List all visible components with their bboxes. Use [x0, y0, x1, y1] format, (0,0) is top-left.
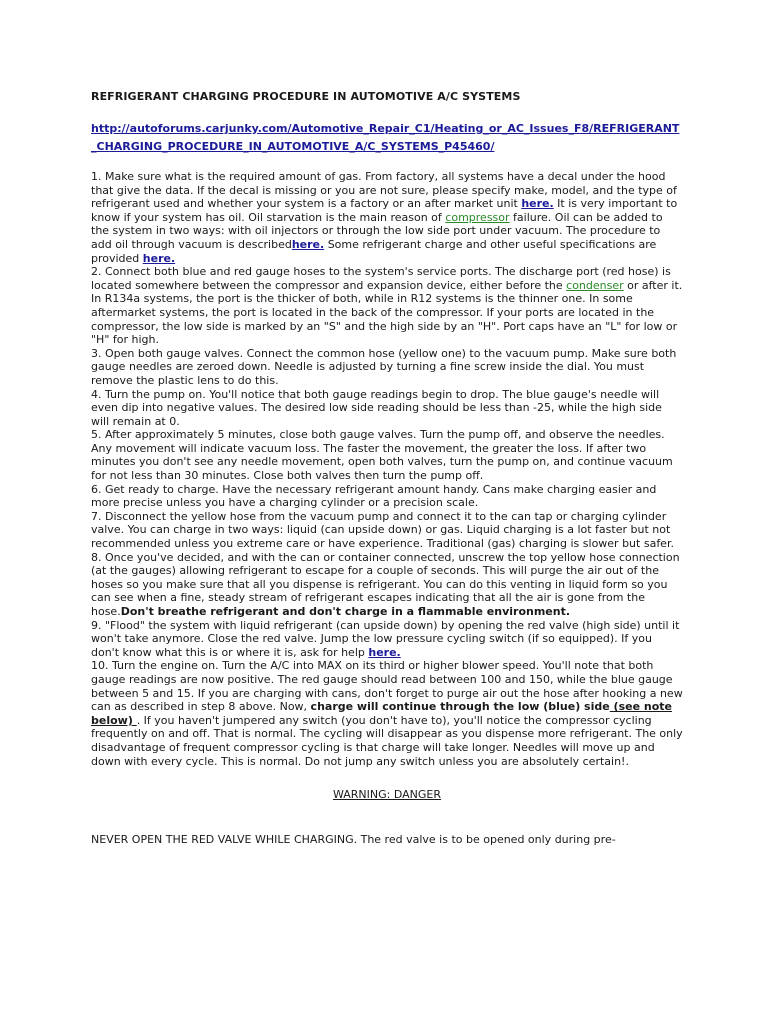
step-8-warning-bold: Don't breathe refrigerant and don't charge in a flammable environment. — [120, 605, 571, 618]
document-content — [91, 90, 683, 846]
warning-heading: WARNING: DANGER — [332, 788, 442, 802]
here-link-1[interactable]: here. — [521, 197, 554, 211]
step-1-text-a: 1. Make sure what is the required amount of gas. From factory, all systems have a decal under the hood that give the data. If the decal is missing or you are not sure, please specify make, model, and the type of refrigerant used and whether your system is a factory or an after market unit — [91, 170, 677, 211]
step-5: 5. After approximately 5 minutes, close both gauge valves. Turn the pump off, and observe the needles. Any movement will indicate vacuum loss. The faster the movement, the greater the loss. If after two minutes you don't see any needle movement, open both valves, turn the pump on, and continue vacuum for not less than 30 minutes. Close both valves then turn the pump off. — [91, 428, 673, 483]
step-3: 3. Open both gauge valves. Connect the common hose (yellow one) to the vacuum pump. Make sure both gauge needles are zeroed down. Needle is adjusted by turning a fine screw inside the dial. You must remove the plastic lens to do this. — [91, 346, 677, 387]
here-link-2[interactable]: here. — [291, 237, 325, 251]
here-link-4[interactable]: here. — [368, 645, 401, 659]
step-9-text-a: 9. "Flood" the system with liquid refrigerant (can upside down) by opening the red valve (high side) until it won't take anymore. Close the red valve. Jump the low pressure cycling switch (if so equipped). If you don't know what this is or where it is, ask for help — [91, 618, 680, 659]
step-2 — [91, 265, 683, 347]
source-url-link[interactable]: http://autoforums.carjunky.com/Automotive_Repair_C1/Heating_or_AC_Issues_F8/REFRIGERANT_CHARGING_PROCEDURE_IN_AUTOMOTIVE_A/C_SYSTEMS_P45460/ — [91, 122, 680, 153]
here-link-3[interactable]: here. — [142, 251, 176, 265]
step-10-text-a: 10. Turn the engine on. Turn the A/C into MAX on its third or higher blower speed. You'll note that both gauge readings are now positive. The red gauge should read between 100 and 150, while the blue gauge between 5 and 15. If you are charging with cans, don't forget to purge air out the hose after hooking a new can as described in step 8 above. Now, — [91, 659, 683, 714]
never-open-notice: NEVER OPEN THE RED VALVE WHILE CHARGING. The red valve is to be opened only during pre- — [91, 833, 616, 847]
step-1-text-c: failure. Oil can be added to the system in two ways: with oil injectors or through the low side port under vacuum. The procedure to add oil through vacuum is described — [91, 210, 663, 251]
step-8-text-a: 8. Once you've decided, and with the can or container connected, unscrew the top yellow hose connection (at the gauges) allowing refrigerant to escape for a couple of seconds. This will purge the air out of the hoses so you make sure that all you dispense is refrigerant. You can do this venting in liquid form so you can see when a fine, steady stream of refrigerant escapes indicating that all the air is gone from the hose. — [91, 550, 680, 618]
step-7: 7. Disconnect the yellow hose from the vacuum pump and connect it to the can tap or charging cylinder valve. You can charge in two ways: liquid (can upside down) or gas. Liquid charging is a lot faster but not recommended unless you extreme care or have experience. Traditional (gas) charging is slower but safer. — [91, 509, 674, 551]
step-10-see-note: (see note below) — [91, 700, 672, 727]
step-8 — [91, 551, 683, 619]
procedure-body — [91, 170, 683, 768]
step-6: 6. Get ready to charge. Have the necessary refrigerant amount handy. Cans make charging easier and more precise unless you have a charging cylinder or a precision scale. — [91, 482, 657, 510]
document-title: REFRIGERANT CHARGING PROCEDURE IN AUTOMOTIVE A/C SYSTEMS — [91, 90, 521, 103]
step-9 — [91, 619, 683, 660]
step-10-text-d: . If you haven't jumpered any switch (you don't have to), you'll notice the compressor cycling frequently on and off. That is normal. The cycling will disappear as you dispense more refrigerant. The only disadvantage of frequent compressor cycling is that charge will take longer. Needles will move up and down with every cycle. This is normal. Do not jump any switch unless you are absolutely certain!. — [91, 713, 683, 768]
compressor-link[interactable]: compressor — [445, 210, 510, 224]
step-10-bold-a: charge will continue through the low (blue) side — [310, 700, 610, 714]
step-1 — [91, 170, 683, 265]
step-1-text-d: Some refrigerant charge and other useful specifications are provided — [91, 237, 657, 265]
step-2-text-a: 2. Connect both blue and red gauge hoses to the system's service ports. The discharge port (red hose) is located somewhere between the compressor and expansion device, either before the — [91, 265, 671, 292]
condenser-link[interactable]: condenser — [566, 278, 624, 292]
step-1-text-b: It is very important to know if your system has oil. Oil starvation is the main reason of — [91, 197, 678, 224]
step-10 — [91, 659, 683, 768]
step-2-text-b: or after it. In R134a systems, the port is the thicker of both, while in R12 systems is the thinner one. In some aftermarket systems, the port is located in the back of the compressor. If your ports are located in the compressor, the low side is marked by an "S" and the high side by an "H". Port caps have an "L" for low or "H" for high. — [91, 278, 683, 347]
step-4: 4. Turn the pump on. You'll notice that both gauge readings begin to drop. The blue gauge's needle will even dip into negative values. The desired low side reading should be less than -25, while the high side will remain at 0. — [91, 387, 662, 428]
